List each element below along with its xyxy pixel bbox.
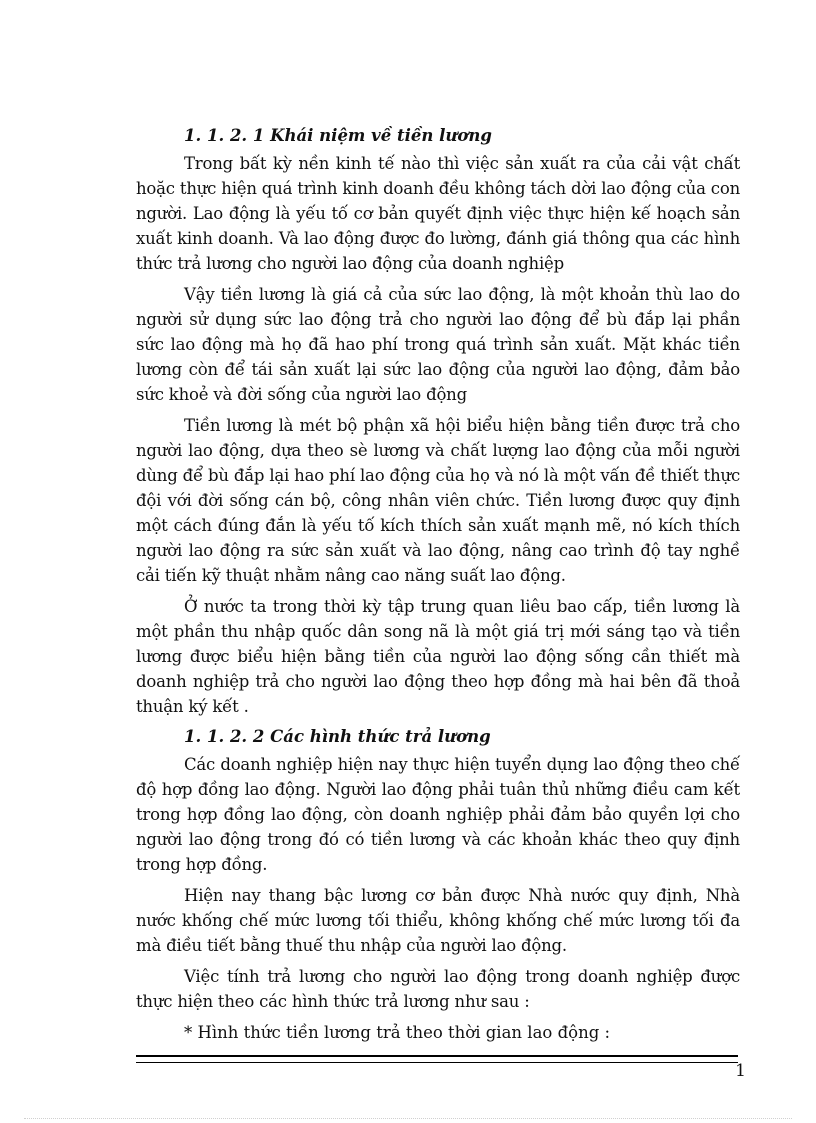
section-heading: 1. 1. 2. 1 Khái niệm về tiền lương	[184, 126, 492, 145]
page-edge-divider	[24, 1118, 792, 1119]
paragraph: Vậy tiền lương là giá cả của sức lao động, là một khoản thù lao do người sử dụng sức lao động trả cho người lao động để bù đắp lại phần sức lao động mà họ đã hao phí trong quá trình sản xuất. Mặt khác tiền lương còn để tái sản xuất lại sức lao động của người lao động, đảm bảo sức khoẻ và đời sống của người lao động	[136, 285, 740, 404]
bullet-item: * Hình thức tiền lương trả theo thời gian lao động :	[184, 1023, 611, 1042]
section-khai-niem	[136, 124, 740, 719]
footer-rule	[136, 1055, 738, 1063]
paragraph: Trong bất kỳ nền kinh tế nào thì việc sản xuất ra của cải vật chất hoặc thực hiện quá trình kinh doanh đều không tách dời lao động của con người. Lao động là yếu tố cơ bản quyết định việc thực hiện kế hoạch sản xuất kinh doanh. Và lao động được đo lường, đánh giá thông qua các hình thức trả lương cho người lao động của doanh nghiệp	[136, 154, 740, 273]
page-body	[136, 124, 740, 1045]
section-hinh-thuc	[136, 725, 740, 1045]
paragraph: Các doanh nghiệp hiện nay thực hiện tuyển dụng lao động theo chế độ hợp đồng lao động. Người lao động phải tuân thủ những điều cam kết trong hợp đồng lao động, còn doanh nghiệp phải đảm bảo quyền lợi cho người lao động trong đó có tiền lương và các khoản khác theo quy định trong hợp đồng.	[136, 755, 740, 874]
paragraph: Tiền lương là mét bộ phận xã hội biểu hiện bằng tiền được trả cho người lao động, dựa theo sè lương và chất lượng lao động của mỗi người dùng để bù đắp lại hao phí lao động của họ và nó là một vấn đề thiết thực đội với đời sống cán bộ, công nhân viên chức. Tiền lương được quy định một cách đúng đắn là yếu tố kích thích sản xuất mạnh mẽ, nó kích thích người lao động ra sức sản xuất và lao động, nâng cao trình độ tay nghề cải tiến kỹ thuật nhằm nâng cao năng suất lao động.	[136, 416, 740, 585]
paragraph: Việc tính trả lương cho người lao động trong doanh nghiệp được thực hiện theo các hình thức trả lương như sau :	[136, 967, 740, 1011]
paragraph: Ở nước ta trong thời kỳ tập trung quan liêu bao cấp, tiền lương là một phần thu nhập quốc dân song nã là một giá trị mới sáng tạo và tiền lương được biểu hiện bằng tiền của người lao động sống cần thiết mà doanh nghiệp trả cho người lao động theo hợp đồng mà hai bên đã thoả thuận ký kết .	[136, 597, 740, 716]
paragraph: Hiện nay thang bậc lương cơ bản được Nhà nước quy định, Nhà nước khống chế mức lương tối thiểu, không khống chế mức lương tối đa mà điều tiết bằng thuế thu nhập của người lao động.	[136, 886, 740, 955]
page-number: 1	[735, 1061, 746, 1081]
section-heading: 1. 1. 2. 2 Các hình thức trả lương	[184, 727, 491, 746]
